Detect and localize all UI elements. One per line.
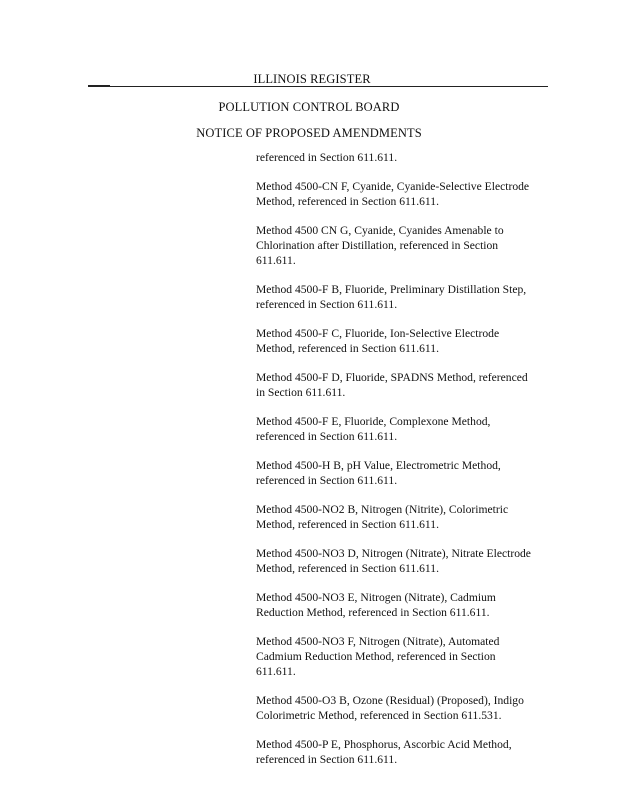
paragraph-line: Reduction Method, referenced in Section 611.611.	[256, 606, 490, 619]
paragraph-line: Chlorination after Distillation, referenced in Section	[256, 239, 499, 252]
paragraph-line: Method 4500-O3 B, Ozone (Residual) (Proposed), Indigo	[256, 694, 524, 707]
paragraph-line: 611.611.	[256, 665, 296, 678]
method-paragraph	[256, 634, 556, 679]
paragraph-line: Method 4500-NO3 E, Nitrogen (Nitrate), Cadmium	[256, 591, 496, 604]
paragraph-line: Method 4500-F E, Fluoride, Complexone Method,	[256, 415, 491, 428]
board-title: POLLUTION CONTROL BOARD	[218, 100, 400, 114]
paragraph-line: Method 4500-F B, Fluoride, Preliminary Distillation Step,	[256, 283, 527, 296]
paragraph-line: Method 4500-F C, Fluoride, Ion-Selective Electrode	[256, 327, 500, 340]
paragraph-line: 611.611.	[256, 254, 296, 267]
method-paragraph	[256, 693, 556, 723]
paragraph-line: Method 4500-CN F, Cyanide, Cyanide-Selective Electrode	[256, 180, 530, 193]
paragraph-line: Method 4500-NO3 D, Nitrogen (Nitrate), Nitrate Electrode	[256, 547, 531, 560]
paragraph-line: Method 4500-NO2 B, Nitrogen (Nitrite), Colorimetric	[256, 503, 509, 516]
paragraph-line: Method, referenced in Section 611.611.	[256, 562, 439, 575]
paragraph-line: Method 4500-H B, pH Value, Electrometric Method,	[256, 459, 501, 472]
method-paragraph	[256, 326, 556, 356]
paragraph-line: Method, referenced in Section 611.611.	[256, 518, 439, 531]
paragraph-line: in Section 611.611.	[256, 386, 346, 399]
paragraph-line: referenced in Section 611.611.	[256, 474, 398, 487]
paragraph-line: Method 4500-P E, Phosphorus, Ascorbic Acid Method,	[256, 738, 512, 751]
method-paragraph	[256, 458, 556, 488]
paragraph-line: Colorimetric Method, referenced in Section 611.531.	[256, 709, 502, 722]
method-paragraph	[256, 370, 556, 400]
paragraph-line: Method, referenced in Section 611.611.	[256, 342, 439, 355]
paragraph-line: referenced in Section 611.611.	[256, 151, 398, 164]
method-paragraph	[256, 179, 556, 209]
method-paragraph	[256, 282, 556, 312]
method-paragraph	[256, 546, 556, 576]
method-paragraph	[256, 502, 556, 532]
paragraph-line: referenced in Section 611.611.	[256, 298, 398, 311]
method-paragraph	[256, 223, 556, 268]
paragraph-line: Method 4500-NO3 F, Nitrogen (Nitrate), Automated	[256, 635, 500, 648]
paragraph-line: Method, referenced in Section 611.611.	[256, 195, 439, 208]
paragraph-line: referenced in Section 611.611.	[256, 753, 398, 766]
paragraph-line: Cadmium Reduction Method, referenced in Section	[256, 650, 496, 663]
method-list	[256, 150, 556, 781]
paragraph-line: referenced in Section 611.611.	[256, 430, 398, 443]
notice-title: NOTICE OF PROPOSED AMENDMENTS	[196, 126, 422, 140]
register-title: ILLINOIS REGISTER	[253, 72, 371, 86]
method-paragraph	[256, 414, 556, 444]
method-paragraph	[256, 737, 556, 767]
method-paragraph	[256, 590, 556, 620]
paragraph-line: Method 4500-F D, Fluoride, SPADNS Method, referenced	[256, 371, 528, 384]
method-paragraph	[256, 150, 556, 165]
paragraph-line: Method 4500 CN G, Cyanide, Cyanides Amenable to	[256, 224, 504, 237]
